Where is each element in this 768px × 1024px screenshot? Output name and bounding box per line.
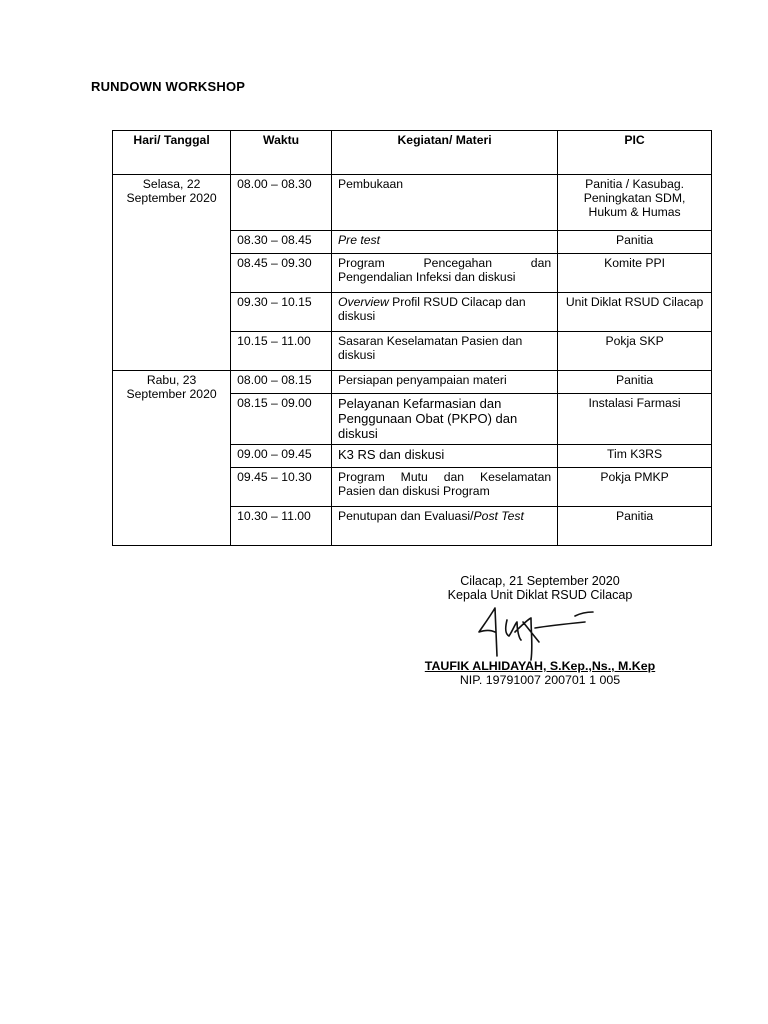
activity-cell: Pre test (332, 231, 558, 254)
header-pic: PIC (558, 131, 712, 175)
time-cell: 08.30 – 08.45 (231, 231, 332, 254)
pic-cell: Unit Diklat RSUD Cilacap (558, 293, 712, 332)
pic-cell: Panitia (558, 507, 712, 546)
table-row (113, 175, 712, 231)
activity-cell (332, 293, 558, 332)
pic-cell: Instalasi Farmasi (558, 394, 712, 445)
pic-cell: Pokja SKP (558, 332, 712, 371)
time-cell: 08.15 – 09.00 (231, 394, 332, 445)
activity-text: Penutupan dan Evaluasi/ (338, 509, 474, 523)
handwritten-signature (475, 606, 605, 662)
activity-italic-text: Overview (338, 295, 389, 309)
signer-position: Kepala Unit Diklat RSUD Cilacap (447, 588, 633, 602)
activity-cell: Program Pencegahan dan Pengendalian Infeksi dan diskusi (332, 254, 558, 293)
time-cell: 09.30 – 10.15 (231, 293, 332, 332)
pic-cell: Komite PPI (558, 254, 712, 293)
activity-cell: Sasaran Keselamatan Pasien dan diskusi (332, 332, 558, 371)
time-cell: 10.15 – 11.00 (231, 332, 332, 371)
table-row (113, 371, 712, 394)
activity-cell (332, 507, 558, 546)
activity-cell: Pelayanan Kefarmasian dan Penggunaan Obat (PKPO) dan diskusi (332, 394, 558, 445)
time-cell: 08.00 – 08.15 (231, 371, 332, 394)
place-date: Cilacap, 21 September 2020 (460, 574, 620, 588)
activity-cell: Pembukaan (332, 175, 558, 231)
day-cell: Rabu, 23 September 2020 (113, 371, 231, 546)
rundown-table (112, 130, 712, 546)
time-cell: 09.45 – 10.30 (231, 468, 332, 507)
pic-cell: Panitia (558, 231, 712, 254)
time-cell: 09.00 – 09.45 (231, 445, 332, 468)
signer-nip: NIP. 19791007 200701 1 005 (459, 673, 621, 687)
day-cell: Selasa, 22 September 2020 (113, 175, 231, 371)
time-cell: 08.00 – 08.30 (231, 175, 332, 231)
table-header-row (113, 131, 712, 175)
signer-name: TAUFIK ALHIDAYAH, S.Kep.,Ns., M.Kep (424, 659, 656, 673)
signature-block (405, 574, 675, 602)
pic-cell: Panitia (558, 371, 712, 394)
time-cell: 10.30 – 11.00 (231, 507, 332, 546)
pic-cell: Panitia / Kasubag. Peningkatan SDM, Hukum & Humas (558, 175, 712, 231)
activity-text: Profil RSUD Cilacap dan diskusi (338, 295, 526, 323)
document-title: RUNDOWN WORKSHOP (91, 79, 246, 94)
pic-cell: Pokja PMKP (558, 468, 712, 507)
pic-cell: Tim K3RS (558, 445, 712, 468)
activity-cell: Program Mutu dan Keselamatan Pasien dan diskusi Program (332, 468, 558, 507)
activity-cell: Persiapan penyampaian materi (332, 371, 558, 394)
header-day: Hari/ Tanggal (113, 131, 231, 175)
time-cell: 08.45 – 09.30 (231, 254, 332, 293)
activity-cell: K3 RS dan diskusi (332, 445, 558, 468)
activity-italic-text: Post Test (473, 509, 524, 523)
header-time: Waktu (231, 131, 332, 175)
header-activity: Kegiatan/ Materi (332, 131, 558, 175)
